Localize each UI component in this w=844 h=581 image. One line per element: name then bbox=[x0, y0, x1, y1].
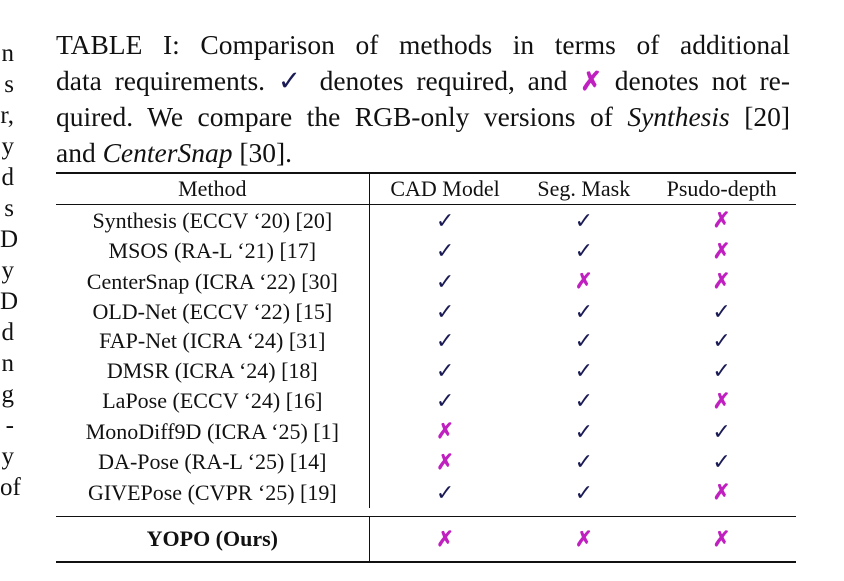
method-cell: DA-Pose (RA-L ‘25) [14] bbox=[56, 447, 369, 478]
left-fragment: y bbox=[1, 257, 14, 284]
check-icon: ✓ bbox=[277, 64, 307, 96]
left-fragment: - bbox=[5, 412, 14, 439]
check-icon: ✓ bbox=[574, 388, 594, 414]
table-body bbox=[56, 205, 796, 562]
header-method: Method bbox=[56, 173, 369, 205]
check-icon: ✓ bbox=[574, 479, 594, 505]
header-cad-model: CAD Model bbox=[390, 176, 500, 202]
table-row bbox=[56, 386, 796, 417]
caption-line-4: and CenterSnap [30]. bbox=[56, 136, 293, 168]
seg-mask-cell bbox=[520, 477, 647, 508]
method-cell: LaPose (ECCV ‘24) [16] bbox=[56, 386, 369, 417]
check-icon: ✓ bbox=[712, 418, 731, 444]
cross-icon: ✗ bbox=[580, 66, 602, 96]
caption-line-3: quired. We compare the RGB-only versions of Synthesis [20] bbox=[56, 101, 791, 132]
cad-model-cell bbox=[369, 477, 520, 508]
check-icon: ✓ bbox=[574, 298, 594, 324]
method-cell: GIVEPose (CVPR ‘25) [19] bbox=[56, 477, 369, 508]
check-icon: ✓ bbox=[574, 238, 594, 264]
table-row bbox=[56, 477, 796, 508]
cad-model-cell bbox=[369, 386, 520, 417]
check-icon: ✓ bbox=[435, 357, 455, 383]
check-icon: ✓ bbox=[712, 298, 731, 324]
seg-mask-cell bbox=[520, 356, 647, 386]
table-row bbox=[56, 356, 796, 386]
left-fragment: r, bbox=[0, 102, 14, 129]
table-row bbox=[56, 297, 796, 327]
table-row bbox=[56, 205, 796, 236]
seg-mask-cell bbox=[520, 205, 647, 236]
check-icon: ✓ bbox=[435, 207, 455, 233]
left-fragment: d bbox=[1, 164, 14, 191]
left-fragment: d bbox=[1, 319, 14, 346]
table-header-row bbox=[56, 173, 796, 205]
cross-icon: ✗ bbox=[436, 526, 454, 551]
cad-model-cell bbox=[369, 326, 520, 356]
psudo-depth-cell bbox=[647, 516, 796, 562]
spacer-cell bbox=[647, 508, 796, 517]
seg-mask-cell bbox=[520, 416, 647, 447]
table-caption bbox=[56, 27, 790, 170]
table-spacer-row bbox=[56, 508, 796, 517]
left-fragment: of bbox=[0, 474, 21, 501]
psudo-depth-cell bbox=[647, 236, 796, 267]
cad-model-cell bbox=[369, 447, 520, 478]
check-icon: ✓ bbox=[435, 328, 455, 354]
check-icon: ✓ bbox=[712, 357, 731, 383]
cross-icon: ✗ bbox=[712, 388, 731, 413]
psudo-depth-cell bbox=[647, 266, 796, 297]
table-row bbox=[56, 326, 796, 356]
method-cell: Synthesis (ECCV ‘20) [20] bbox=[56, 205, 369, 236]
seg-mask-cell bbox=[520, 447, 647, 478]
check-icon: ✓ bbox=[435, 238, 455, 264]
table-row bbox=[56, 416, 796, 447]
cad-model-cell bbox=[369, 416, 520, 447]
check-icon: ✓ bbox=[435, 298, 455, 324]
left-fragment: y bbox=[1, 133, 14, 160]
left-fragment: g bbox=[1, 381, 14, 408]
comparison-table bbox=[56, 172, 796, 563]
cross-icon: ✗ bbox=[436, 449, 454, 474]
left-column-fragment bbox=[0, 38, 21, 503]
cross-icon: ✗ bbox=[712, 526, 731, 551]
check-icon: ✓ bbox=[574, 357, 594, 383]
cross-icon: ✗ bbox=[712, 238, 731, 263]
seg-mask-cell bbox=[520, 386, 647, 417]
left-fragment: D bbox=[0, 288, 19, 315]
table-row bbox=[56, 236, 796, 267]
method-cell: MonoDiff9D (ICRA ‘25) [1] bbox=[56, 416, 369, 447]
check-icon: ✓ bbox=[712, 328, 731, 354]
psudo-depth-cell bbox=[647, 326, 796, 356]
seg-mask-cell bbox=[520, 266, 647, 297]
spacer-cell bbox=[56, 508, 369, 517]
spacer-cell bbox=[369, 508, 520, 517]
check-icon: ✓ bbox=[712, 449, 731, 475]
table-row bbox=[56, 447, 796, 478]
psudo-depth-cell bbox=[647, 447, 796, 478]
check-icon: ✓ bbox=[435, 268, 455, 294]
table-row bbox=[56, 266, 796, 297]
seg-mask-cell bbox=[520, 326, 647, 356]
check-icon: ✓ bbox=[574, 449, 594, 475]
cad-model-cell bbox=[369, 205, 520, 236]
cross-icon: ✗ bbox=[712, 480, 731, 505]
left-fragment: D bbox=[0, 226, 19, 253]
header-seg-mask: Seg. Mask bbox=[537, 176, 631, 202]
left-fragment: s bbox=[4, 71, 14, 98]
cad-model-cell bbox=[369, 236, 520, 267]
psudo-depth-cell bbox=[647, 356, 796, 386]
method-cell: YOPO (Ours) bbox=[56, 516, 369, 562]
check-icon: ✓ bbox=[574, 418, 594, 444]
header-psudo-depth: Psudo-depth bbox=[666, 176, 777, 202]
caption-line-1: TABLE I: Comparison of methods in terms of additional bbox=[56, 29, 790, 60]
psudo-depth-cell bbox=[647, 205, 796, 236]
method-cell: FAP-Net (ICRA ‘24) [31] bbox=[56, 326, 369, 356]
cad-model-cell bbox=[369, 516, 520, 562]
check-icon: ✓ bbox=[435, 388, 455, 414]
seg-mask-cell bbox=[520, 297, 647, 327]
left-fragment: n bbox=[1, 350, 14, 377]
cross-icon: ✗ bbox=[575, 269, 593, 294]
method-cell: OLD-Net (ECCV ‘22) [15] bbox=[56, 297, 369, 327]
check-icon: ✓ bbox=[435, 479, 455, 505]
seg-mask-cell bbox=[520, 516, 647, 562]
cad-model-cell bbox=[369, 356, 520, 386]
psudo-depth-cell bbox=[647, 297, 796, 327]
left-fragment: s bbox=[4, 195, 14, 222]
cross-icon: ✗ bbox=[712, 269, 731, 294]
check-icon: ✓ bbox=[574, 328, 594, 354]
method-cell: MSOS (RA-L ‘21) [17] bbox=[56, 236, 369, 267]
spacer-cell bbox=[520, 508, 647, 517]
seg-mask-cell bbox=[520, 236, 647, 267]
cross-icon: ✗ bbox=[575, 526, 593, 551]
method-cell: DMSR (ICRA ‘24) [18] bbox=[56, 356, 369, 386]
caption-line-2: data requirements. ✓ denotes required, and ✗ denotes not re- bbox=[56, 64, 791, 96]
cad-model-cell bbox=[369, 266, 520, 297]
cross-icon: ✗ bbox=[436, 419, 454, 444]
psudo-depth-cell bbox=[647, 386, 796, 417]
cross-icon: ✗ bbox=[712, 208, 731, 232]
left-fragment: n bbox=[1, 40, 14, 67]
method-cell: CenterSnap (ICRA ‘22) [30] bbox=[56, 266, 369, 297]
table-row-ours bbox=[56, 516, 796, 562]
left-fragment: y bbox=[1, 443, 14, 470]
psudo-depth-cell bbox=[647, 477, 796, 508]
check-icon: ✓ bbox=[574, 207, 594, 233]
psudo-depth-cell bbox=[647, 416, 796, 447]
cad-model-cell bbox=[369, 297, 520, 327]
